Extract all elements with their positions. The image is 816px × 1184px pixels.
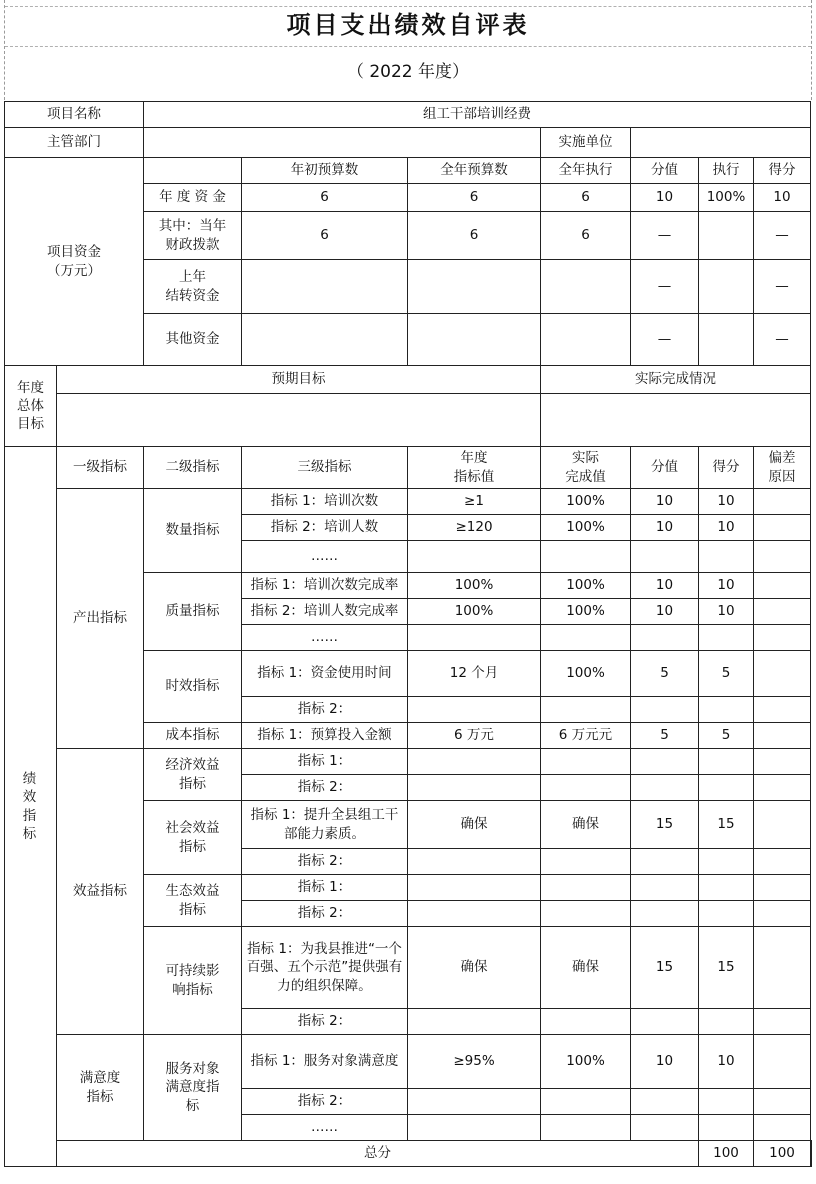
score-value	[631, 749, 699, 775]
deviation-reason	[754, 1089, 811, 1115]
row-goals-content	[5, 394, 812, 447]
l2-ecological: 生态效益 指标	[144, 875, 242, 927]
score-value: 10	[631, 489, 699, 515]
unit-value	[631, 128, 811, 158]
l3-indicator: 指标 2：	[242, 775, 408, 801]
score: 15	[699, 801, 754, 849]
project-name-value: 组工干部培训经费	[144, 102, 811, 128]
funds-score-value: —	[631, 314, 699, 366]
target-value: ≥120	[408, 515, 541, 541]
actual-value	[541, 1009, 631, 1035]
score: 15	[699, 927, 754, 1009]
l2-cost: 成本指标	[144, 723, 242, 749]
perf-header-actual: 实际 完成值	[541, 447, 631, 489]
actual-value	[541, 749, 631, 775]
funds-initial	[242, 260, 408, 314]
goals-expected-value	[57, 394, 541, 447]
l3-indicator: ……	[242, 1115, 408, 1141]
deviation-reason	[754, 625, 811, 651]
score	[699, 1089, 754, 1115]
score-value: 5	[631, 651, 699, 697]
funds-row-label: 年 度 资 金	[144, 184, 242, 212]
deviation-reason	[754, 801, 811, 849]
l3-indicator: 指标 2：培训人数完成率	[242, 599, 408, 625]
funds-initial: 6	[242, 184, 408, 212]
deviation-reason	[754, 1115, 811, 1141]
goals-actual-label: 实际完成情况	[541, 366, 811, 394]
score-value: 10	[631, 599, 699, 625]
score: 10	[699, 599, 754, 625]
actual-value	[541, 625, 631, 651]
target-value: 100%	[408, 599, 541, 625]
score: 10	[699, 1035, 754, 1089]
row-project-name	[5, 102, 812, 128]
score: 5	[699, 651, 754, 697]
total-score-value: 100	[699, 1141, 754, 1167]
funds-row-label: 上年 结转资金	[144, 260, 242, 314]
header-divider-mid	[5, 46, 811, 47]
indicator-row	[5, 749, 812, 775]
row-department	[5, 128, 812, 158]
funds-exec	[541, 314, 631, 366]
score-value: 15	[631, 927, 699, 1009]
goals-actual-value	[541, 394, 811, 447]
actual-value: 确保	[541, 801, 631, 849]
target-value	[408, 901, 541, 927]
deviation-reason	[754, 927, 811, 1009]
actual-value	[541, 849, 631, 875]
actual-value: 100%	[541, 515, 631, 541]
score	[699, 875, 754, 901]
indicator-row	[5, 489, 812, 515]
l3-indicator: 指标 1：服务对象满意度	[242, 1035, 408, 1089]
score-value: 5	[631, 723, 699, 749]
actual-value: 100%	[541, 1035, 631, 1089]
row-perf-header	[5, 447, 812, 489]
l1-satisfaction: 满意度 指标	[57, 1035, 144, 1141]
funds-full	[408, 260, 541, 314]
l3-indicator: 指标 2：	[242, 1089, 408, 1115]
deviation-reason	[754, 875, 811, 901]
target-value: ≥1	[408, 489, 541, 515]
l2-quality: 质量指标	[144, 573, 242, 651]
actual-value	[541, 697, 631, 723]
target-value	[408, 849, 541, 875]
score	[699, 1115, 754, 1141]
score	[699, 1009, 754, 1035]
funds-col-score-value: 分值	[631, 158, 699, 184]
score	[699, 625, 754, 651]
funds-score: —	[754, 212, 811, 260]
funds-score-value: —	[631, 260, 699, 314]
l2-economic: 经济效益 指标	[144, 749, 242, 801]
score: 10	[699, 573, 754, 599]
score-value	[631, 1009, 699, 1035]
funds-score: —	[754, 314, 811, 366]
target-value: ≥95%	[408, 1035, 541, 1089]
actual-value: 100%	[541, 573, 631, 599]
deviation-reason	[754, 1009, 811, 1035]
funds-col-initial: 年初预算数	[242, 158, 408, 184]
actual-value	[541, 901, 631, 927]
target-value	[408, 749, 541, 775]
funds-exec-rate	[699, 212, 754, 260]
target-value	[408, 1089, 541, 1115]
funds-full	[408, 314, 541, 366]
score	[699, 541, 754, 573]
row-funds-header	[5, 158, 812, 184]
perf-header-l1: 一级指标	[57, 447, 144, 489]
deviation-reason	[754, 723, 811, 749]
funds-section-label: 项目资金 （万元）	[5, 158, 144, 366]
deviation-reason	[754, 599, 811, 625]
target-value	[408, 541, 541, 573]
score-value: 10	[631, 573, 699, 599]
dept-value	[144, 128, 541, 158]
row-goals-header	[5, 366, 812, 394]
funds-col-exec-rate: 执行	[699, 158, 754, 184]
funds-score: —	[754, 260, 811, 314]
actual-value: 6 万元元	[541, 723, 631, 749]
l2-sustainable: 可持续影 响指标	[144, 927, 242, 1035]
actual-value: 100%	[541, 651, 631, 697]
perf-header-target: 年度 指标值	[408, 447, 541, 489]
l2-timeliness: 时效指标	[144, 651, 242, 723]
score-value: 10	[631, 1035, 699, 1089]
project-name-label: 项目名称	[5, 102, 144, 128]
actual-value	[541, 1089, 631, 1115]
actual-value	[541, 1115, 631, 1141]
deviation-reason	[754, 697, 811, 723]
score	[699, 697, 754, 723]
l3-indicator: 指标 1：培训次数完成率	[242, 573, 408, 599]
funds-exec-rate: 100%	[699, 184, 754, 212]
l3-indicator: 指标 2：	[242, 901, 408, 927]
target-value	[408, 775, 541, 801]
funds-row-label: 其中：当年 财政拨款	[144, 212, 242, 260]
row-total	[5, 1141, 812, 1167]
funds-col-score: 得分	[754, 158, 811, 184]
funds-col-exec: 全年执行	[541, 158, 631, 184]
score	[699, 749, 754, 775]
form-year: （ 2022 年度）	[346, 62, 470, 82]
score: 10	[699, 489, 754, 515]
l1-benefit: 效益指标	[57, 749, 144, 1035]
target-value	[408, 1009, 541, 1035]
deviation-reason	[754, 489, 811, 515]
funds-score-value: 10	[631, 184, 699, 212]
funds-full: 6	[408, 212, 541, 260]
score-value: 15	[631, 801, 699, 849]
l3-indicator: 指标 2：	[242, 849, 408, 875]
target-value	[408, 875, 541, 901]
funds-full: 6	[408, 184, 541, 212]
l3-indicator: 指标 1：	[242, 875, 408, 901]
l3-indicator: 指标 2：培训人数	[242, 515, 408, 541]
deviation-reason	[754, 749, 811, 775]
target-value	[408, 1115, 541, 1141]
score	[699, 849, 754, 875]
l3-indicator: 指标 1：为我县推进“一个百强、五个示范”提供强有力的组织保障。	[242, 927, 408, 1009]
target-value: 12 个月	[408, 651, 541, 697]
funds-exec: 6	[541, 212, 631, 260]
deviation-reason	[754, 775, 811, 801]
l3-indicator: ……	[242, 625, 408, 651]
perf-header-reason: 偏差 原因	[754, 447, 811, 489]
actual-value	[541, 775, 631, 801]
l3-indicator: 指标 1：资金使用时间	[242, 651, 408, 697]
funds-exec: 6	[541, 184, 631, 212]
funds-header-blank	[144, 158, 242, 184]
total-score: 100	[754, 1141, 811, 1167]
target-value: 100%	[408, 573, 541, 599]
deviation-reason	[754, 515, 811, 541]
funds-initial	[242, 314, 408, 366]
perf-header-l3: 三级指标	[242, 447, 408, 489]
target-value: 确保	[408, 927, 541, 1009]
score-value	[631, 775, 699, 801]
indicator-row	[5, 1035, 812, 1089]
actual-value: 确保	[541, 927, 631, 1009]
score-value	[631, 697, 699, 723]
form-title: 项目支出绩效自评表	[286, 11, 530, 39]
deviation-reason	[754, 573, 811, 599]
actual-value	[541, 875, 631, 901]
evaluation-table	[4, 101, 812, 1167]
target-value: 6 万元	[408, 723, 541, 749]
score-value	[631, 1089, 699, 1115]
deviation-reason	[754, 849, 811, 875]
actual-value: 100%	[541, 599, 631, 625]
score	[699, 775, 754, 801]
score-value	[631, 875, 699, 901]
perf-header-l2: 二级指标	[144, 447, 242, 489]
funds-col-full: 全年预算数	[408, 158, 541, 184]
funds-score: 10	[754, 184, 811, 212]
score	[699, 901, 754, 927]
perf-header-score: 得分	[699, 447, 754, 489]
deviation-reason	[754, 901, 811, 927]
total-reason	[811, 1141, 812, 1167]
funds-exec-rate	[699, 314, 754, 366]
score-value	[631, 625, 699, 651]
l3-indicator: 指标 1：预算投入金额	[242, 723, 408, 749]
actual-value	[541, 541, 631, 573]
score: 5	[699, 723, 754, 749]
score-value	[631, 849, 699, 875]
deviation-reason	[754, 541, 811, 573]
deviation-reason	[754, 1035, 811, 1089]
target-value	[408, 697, 541, 723]
target-value	[408, 625, 541, 651]
deviation-reason	[754, 651, 811, 697]
perf-header-score-value: 分值	[631, 447, 699, 489]
goals-label: 年度 总体 目标	[5, 366, 57, 447]
funds-row-label: 其他资金	[144, 314, 242, 366]
funds-exec-rate	[699, 260, 754, 314]
funds-initial: 6	[242, 212, 408, 260]
perf-section-label: 绩 效 指 标	[5, 447, 57, 1167]
dept-label: 主管部门	[5, 128, 144, 158]
goals-expected-label: 预期目标	[57, 366, 541, 394]
l2-social: 社会效益 指标	[144, 801, 242, 875]
l2-quantity: 数量指标	[144, 489, 242, 573]
l1-output: 产出指标	[57, 489, 144, 749]
funds-exec	[541, 260, 631, 314]
score-value: 10	[631, 515, 699, 541]
target-value: 确保	[408, 801, 541, 849]
score-value	[631, 541, 699, 573]
total-label: 总分	[57, 1141, 699, 1167]
score-value	[631, 1115, 699, 1141]
unit-label: 实施单位	[541, 128, 631, 158]
score: 10	[699, 515, 754, 541]
l2-service: 服务对象 满意度指 标	[144, 1035, 242, 1141]
score-value	[631, 901, 699, 927]
l3-indicator: 指标 1：提升全县组工干部能力素质。	[242, 801, 408, 849]
l3-indicator: 指标 1：培训次数	[242, 489, 408, 515]
l3-indicator: 指标 2：	[242, 1009, 408, 1035]
l3-indicator: ……	[242, 541, 408, 573]
actual-value: 100%	[541, 489, 631, 515]
l3-indicator: 指标 2：	[242, 697, 408, 723]
l3-indicator: 指标 1：	[242, 749, 408, 775]
funds-score-value: —	[631, 212, 699, 260]
